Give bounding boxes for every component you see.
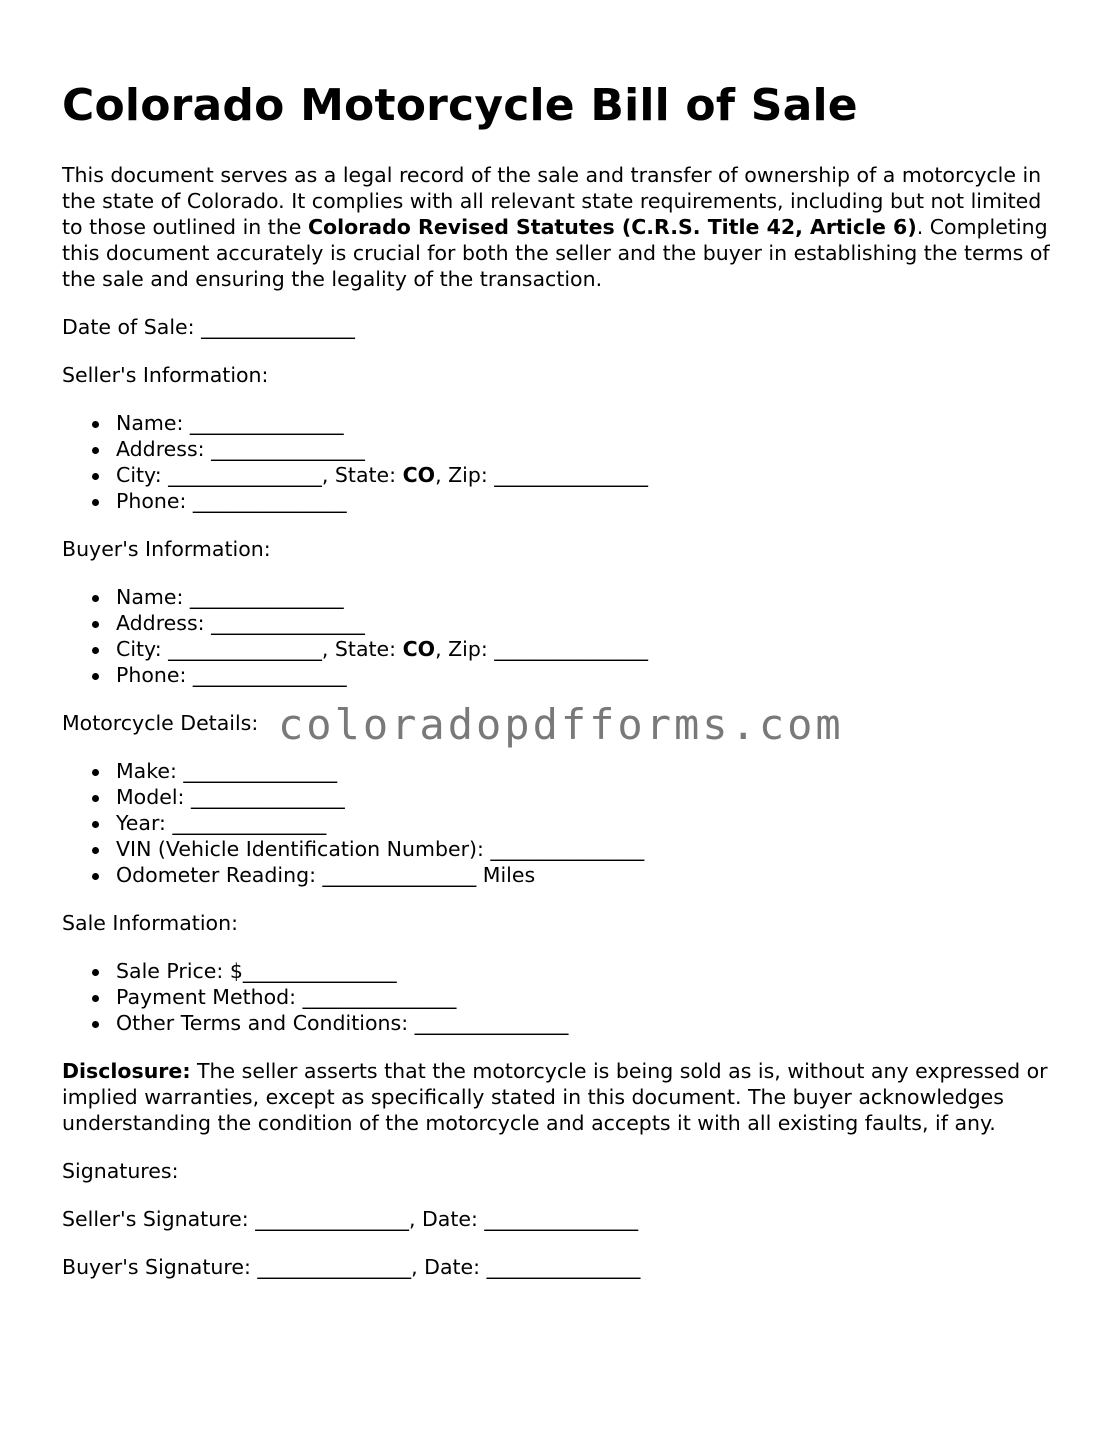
disclosure-label: Disclosure:	[62, 1059, 191, 1083]
other-terms-field: Other Terms and Conditions: _______________	[116, 1010, 1062, 1036]
date-of-sale-field: Date of Sale: _______________	[62, 315, 355, 339]
seller-phone-field: Phone: _______________	[116, 488, 1062, 514]
page-title: Colorado Motorcycle Bill of Sale	[62, 80, 858, 131]
statute-reference: Colorado Revised Statutes (C.R.S. Title 42, Article 6)	[307, 215, 917, 239]
buyer-state-value: CO	[402, 637, 436, 661]
seller-address-field: Address: _______________	[116, 436, 1062, 462]
buyer-name-field: Name: _______________	[116, 584, 1062, 610]
model-field: Model: _______________	[116, 784, 1062, 810]
document-page	[62, 78, 1062, 1280]
buyer-phone-field: Phone: _______________	[116, 662, 1062, 688]
buyer-info-list	[62, 584, 1062, 688]
odometer-field: Odometer Reading: _______________ Miles	[116, 862, 1062, 888]
year-field: Year: _______________	[116, 810, 1062, 836]
buyer-address-field: Address: _______________	[116, 610, 1062, 636]
make-field: Make: _______________	[116, 758, 1062, 784]
motorcycle-heading: Motorcycle Details:	[62, 711, 259, 735]
disclosure-paragraph	[62, 1058, 1062, 1136]
intro-text-2: . Completing this document accurately is crucial for both the seller and the buyer in establishing the terms of the sale and ensuring the legality of the transaction.	[62, 215, 1050, 291]
seller-name-field: Name: _______________	[116, 410, 1062, 436]
seller-city-state-zip-field	[116, 462, 1062, 488]
buyer-city-state-zip-field	[116, 636, 1062, 662]
watermark: coloradopdfforms.com	[278, 700, 844, 749]
seller-signature-field: Seller's Signature: _______________, Date: _______________	[62, 1207, 639, 1231]
buyer-city-label: City: _______________, State:	[116, 637, 403, 661]
vin-field: VIN (Vehicle Identification Number): _______________	[116, 836, 1062, 862]
seller-info-list	[62, 410, 1062, 514]
intro-text-1: This document serves as a legal record of the sale and transfer of ownership of a motorcycle in the state of Colorado. It complies with all relevant state requirements, including but not limited to those outlined in the	[62, 163, 1042, 239]
seller-city-label: City: _______________, State:	[116, 463, 403, 487]
buyer-zip-label: , Zip: _______________	[435, 637, 649, 661]
seller-state-value: CO	[402, 463, 436, 487]
buyer-heading: Buyer's Information:	[62, 537, 271, 561]
signatures-heading: Signatures:	[62, 1159, 179, 1183]
sale-price-field: Sale Price: $_______________	[116, 958, 1062, 984]
buyer-signature-field: Buyer's Signature: _______________, Date: _______________	[62, 1255, 641, 1279]
payment-method-field: Payment Method: _______________	[116, 984, 1062, 1010]
sale-info-list	[62, 958, 1062, 1036]
seller-heading: Seller's Information:	[62, 363, 269, 387]
motorcycle-details-list	[62, 758, 1062, 888]
sale-heading: Sale Information:	[62, 911, 238, 935]
intro-paragraph	[62, 162, 1062, 292]
disclosure-text: The seller asserts that the motorcycle is being sold as is, without any expressed or implied warranties, except as specifically stated in this document. The buyer acknowledges understanding the condition of the motorcycle and accepts it with all existing faults, if any.	[62, 1059, 1048, 1135]
seller-zip-label: , Zip: _______________	[435, 463, 649, 487]
